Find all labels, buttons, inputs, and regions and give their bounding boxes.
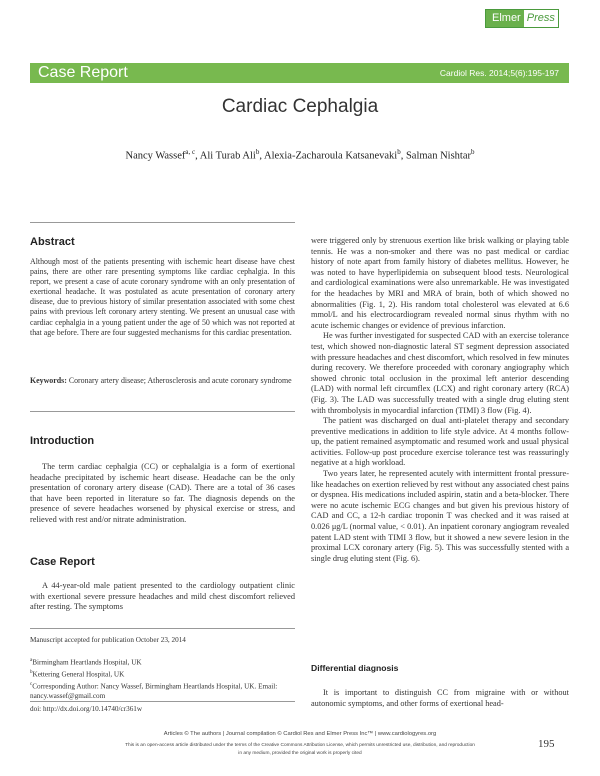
footnote-rule (30, 628, 295, 629)
introduction-heading: Introduction (30, 435, 95, 447)
elmer-press-logo (485, 9, 559, 28)
affiliation-b: $^b$Kettering General Hospital, UK (30, 669, 125, 679)
introduction-body (30, 462, 295, 526)
author-name: Alexia-Zacharoula Katsanevaki (263, 150, 398, 162)
keywords-label: Keywords: (30, 376, 67, 385)
case-report-body (30, 581, 295, 613)
section-label: Case Report (38, 64, 128, 81)
author-affiliation-sup: b (397, 148, 401, 156)
differential-diagnosis-text: It is important to distinguish CC from migraine with or without autonomic symptoms, and other forms of exertional head- (311, 688, 569, 708)
case-paragraph-1: were triggered only by strenuous exertion like brisk walking or playing table tennis. He was a non-smoker and there was no past medical or cardiac history of note apart from family history of diabetes mellitus. However, he was noted to have hyperlipidemia on subsequent blood tests. Neurological and cardiological examinations were also unremarkable. He was investigated for the headaches by MRI and MRA of brain, both of which showed no abnormalities (Fig. 1, 2). His random total cholesterol was elevated at 6.6 mmol/L and his electrocardiogram revealed normal sinus rhythm with no acute ischemic changes or evidence of previous infarction. (311, 236, 569, 330)
footer-copyright: Articles © The authors | Journal compilation © Cardiol Res and Elmer Press Inc™ | www.cardiologyres.org (163, 731, 437, 737)
affiliations (30, 656, 295, 701)
author-affiliation-sup: b (471, 148, 475, 156)
license-line-1: This is an open-access article distributed under the terms of the Creative Commons Attribution License, which permits unrestricted use, distribution, and reproduction (125, 743, 475, 748)
logo-part-press: Press (524, 10, 558, 27)
license-line-2: in any medium, provided the original work is properly cited (238, 751, 362, 756)
manuscript-accepted: Manuscript accepted for publication October 23, 2014 (30, 636, 186, 644)
affiliation-a: $^a$Birmingham Heartlands Hospital, UK (30, 658, 142, 667)
author-name: Ali Turab Ali (199, 150, 256, 162)
case-paragraph-4: Two years later, he represented acutely with intermittent frontal pressure-like headaches on exertion relieved by rest without any associated chest pains or dyspnea. His medications included aspirin, statin and a beta-blocker. There were no acute ischemic ECG changes and but given his previous history of CAD and CC, a 12-h cardiac troponin T was checked and it was raised at 0.026 μg/L (normal value, < 0.01). An inpatient coronary angiogram revealed patent LAD stent with TIMI 3 flow, but it showed a new severe lesion in the proximal LCX coronary artery (Fig. 5). This was successfully stented with a single drug eluting stent (Fig. 6). (311, 469, 569, 563)
differential-diagnosis-heading: Differential diagnosis (311, 663, 399, 673)
keywords-text: Coronary artery disease; Atherosclerosis and acute coronary syndrome (68, 376, 292, 385)
right-column-body (311, 236, 569, 564)
author-name: Salman Nishtar (405, 150, 471, 162)
page-number: 195 (538, 738, 555, 750)
author-affiliation-sup: a, c (185, 148, 196, 156)
introduction-text: The term cardiac cephalgia (CC) or cephalalgia is a form of exertional headache precipitated by ischemic heart disease. Headache can be the only presentation of coronary artery disease (CAD). There are a total of 36 cases that have been reported in literature so far. The diagnosis depends on the presence of severe headaches worsened by physical exercise or stress, and relieved with rest and/or nitrate administration. (30, 462, 295, 524)
doi-link[interactable]: doi: http://dx.doi.org/10.14740/cr361w (30, 705, 143, 713)
case-paragraph-2: He was further investigated for suspected CAD with an exercise tolerance test, which showed non-diagnostic lateral ST segment depression associated with pressure headaches and chest discomfort, which resolved in few minutes during recovery. We therefore proceeded with coronary angiography which showed chronic total occlusion in the proximal left anterior descending (LAD) with normal left circumflex (LCX) and right coronary artery (RCA) (Fig. 3). The LAD was successfully treated with a single drug eluting stent with thrombolysis in myocardial infarction (TIMI) 3 flow (Fig. 4). (311, 331, 569, 415)
keywords (30, 376, 295, 386)
differential-diagnosis-body (311, 688, 569, 709)
author-list: Nancy Wassef$^{a, c}$, Ali Turab Ali$^b$, Alexia-Zacharoula Katsanevaki$^b$, Salman Nishtar$^b$ (125, 148, 475, 162)
doi-rule (30, 701, 295, 702)
author-affiliation-sup: b (255, 148, 260, 156)
case-report-text: A 44-year-old male patient presented to the cardiology outpatient clinic with exertional severe pressure headaches and mild chest discomfort relieved after resting. The symptoms (30, 581, 295, 612)
abstract-top-rule (30, 222, 295, 223)
abstract-body (30, 257, 295, 338)
case-paragraph-3: The patient was discharged on dual anti-platelet therapy and secondary preventive medications in addition to life style advice. At 4 months follow-up, the patient remained asymptomatic and resumed work and usual physical activities. Follow-up post procedure exercise tolerance test was reassuringly negative at a high workload. (311, 416, 569, 468)
abstract-bottom-rule (30, 411, 295, 412)
section-banner (30, 63, 569, 83)
abstract-heading: Abstract (30, 236, 75, 248)
article-title: Cardiac Cephalgia (221, 96, 379, 117)
affiliation-c: $^c$Corresponding Author: Nancy Wassef, Birmingham Heartlands Hospital, UK. Email: nancy.wassef@gmail.com (30, 681, 278, 700)
footer-license (0, 742, 600, 758)
logo-part-elmer: Elmer (486, 10, 524, 27)
abstract-text: Although most of the patients presenting with ischemic heart disease have chest pains, there are other rare presenting symptoms like cardiac cephalgia. In this report, we present a case of acute coronary syndrome with an only presentation of exertional headache. It was postulated as acute presentation of coronary artery disease, due to previous history of similar presentation associated with some chest pains with previous left coronary artery stenting. We present an unusual case with cardiac cephalgia in a young patient under the age of 50 which was not reported at that age before. There are four suggested mechanisms for this cardiac presentation. (30, 257, 295, 337)
author-name: Nancy Wassef (125, 150, 186, 162)
journal-citation: Cardiol Res. 2014;5(6):195-197 (439, 68, 559, 78)
case-report-heading: Case Report (30, 556, 95, 568)
